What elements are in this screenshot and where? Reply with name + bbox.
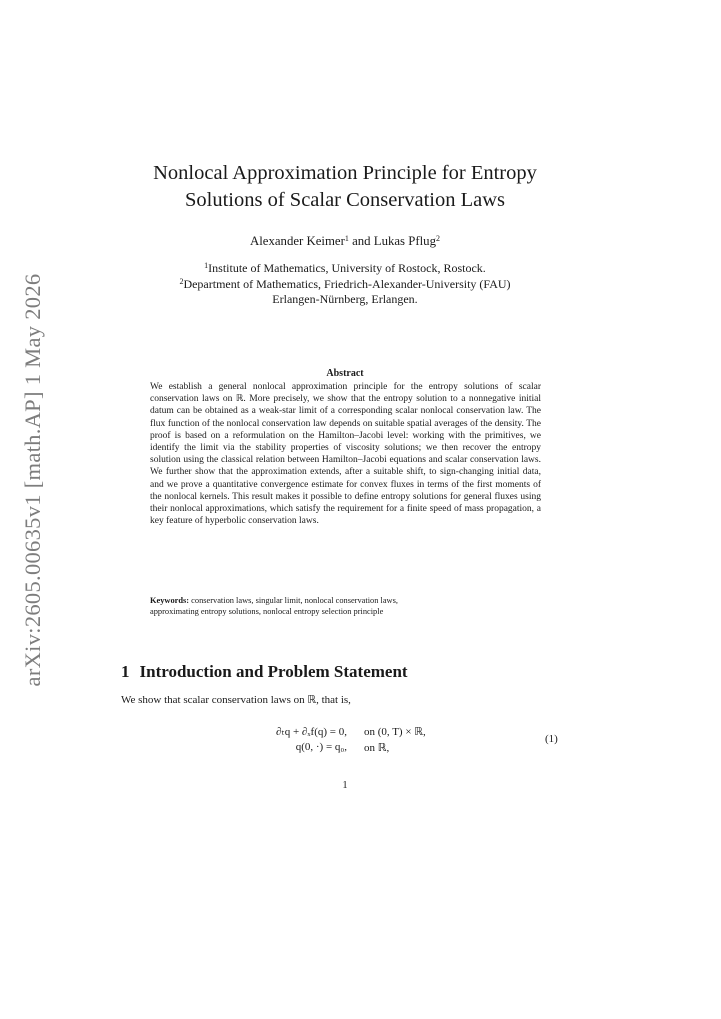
affiliation-text: Department of Mathematics, Friedrich-Alexander-University (FAU)	[183, 276, 511, 291]
equation-rhs: on (0, T) × ℝ,	[364, 726, 426, 738]
author-name: Lukas Pflug	[373, 234, 436, 248]
affiliations	[120, 261, 570, 308]
title-line-2: Solutions of Scalar Conservation Laws	[185, 189, 505, 211]
equation-rhs: on ℝ,	[364, 742, 390, 754]
affiliation-text: Institute of Mathematics, University of Rostock, Rostock.	[208, 261, 486, 275]
abstract-text: We establish a general nonlocal approximation principle for the entropy solutions of scalar conservation laws on ℝ. More precisely, we show that the entropy solution to a nonnegative initial datum can be obtained as a weak-star limit of a corresponding scalar nonlocal conservation law. The flux function of the nonlocal conservation law depends on suitable spatial averages of the density. The proof is based on a reformulation on the Hamilton–Jacobi level: working with the primitives, we identify the limit via the stability properties of viscosity solutions; we then recover the entropy solution using the classical relation between Hamilton–Jacobi equations and scalar conservation laws. We further show that the approximation extends, after a suitable shift, to sign-changing initial data, and we prove a quantitative convergence estimate for convex fluxes in terms of the first moments of the nonlocal kernels. This result makes it possible to define entropy solutions for general fluxes using their nonlocal approximations, which satisfy the requirement for a finite speed of mass propagation, a key feature of hyperbolic conservation laws.	[150, 382, 541, 527]
arxiv-identifier[interactable]: arXiv:2605.00635v1 [math.AP] 1 May 2026	[20, 273, 45, 687]
title-line-1: Nonlocal Approximation Principle for Entropy	[153, 162, 537, 184]
section-heading	[121, 662, 408, 682]
affiliation-marker: 2	[435, 234, 440, 243]
keywords	[150, 596, 541, 617]
affiliation-continuation: Erlangen-Nürnberg, Erlangen.	[272, 292, 418, 306]
paper-title	[120, 160, 570, 214]
section-number: 1	[121, 662, 130, 681]
author-name: Alexander Keimer	[250, 234, 345, 248]
author-list	[120, 234, 570, 249]
affiliation-marker: 1	[204, 261, 209, 270]
keywords-text: approximating entropy solutions, nonlocal entropy selection principle	[150, 606, 384, 616]
affiliation-line	[120, 277, 570, 293]
equation-lhs: q(0, ·) = q₀,	[295, 741, 347, 753]
keywords-text: conservation laws, singular limit, nonlocal conservation laws,	[189, 596, 398, 605]
equation-number: (1)	[545, 733, 558, 745]
abstract-heading: Abstract	[326, 368, 364, 379]
author-separator: and	[348, 234, 374, 248]
intro-paragraph: We show that scalar conservation laws on ℝ, that is,	[121, 694, 351, 706]
section-title: Introduction and Problem Statement	[139, 662, 408, 681]
equation-lhs: ∂ₜq + ∂ₓf(q) = 0,	[276, 726, 347, 738]
page-number: 1	[342, 780, 348, 791]
affiliation-line	[120, 261, 570, 277]
keywords-label: Keywords:	[150, 596, 190, 605]
affiliation-marker: 1	[344, 234, 349, 243]
affiliation-marker: 2	[179, 276, 184, 286]
